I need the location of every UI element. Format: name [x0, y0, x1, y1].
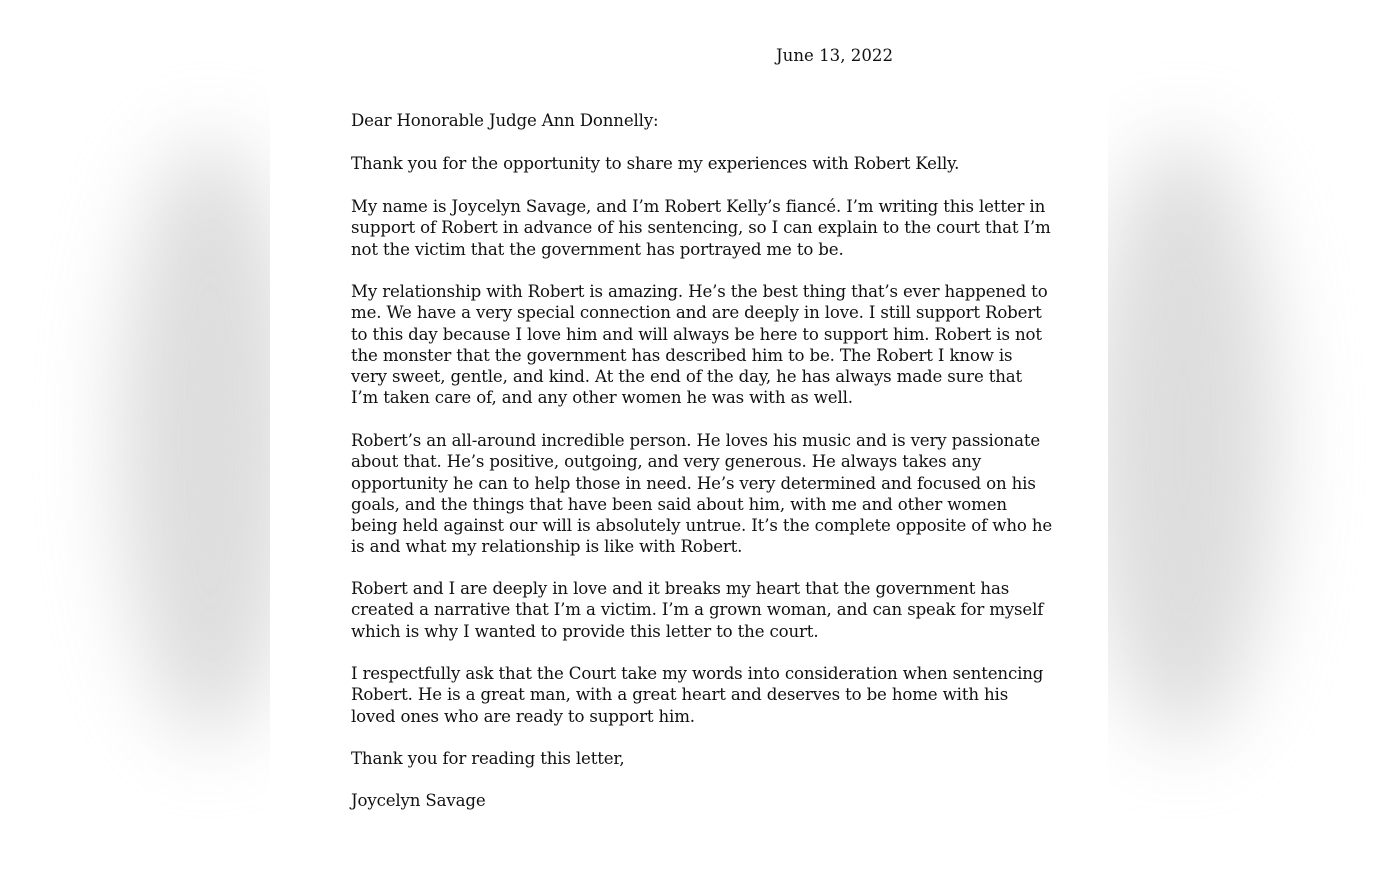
letter-page: [270, 0, 1108, 880]
closing: Thank you for reading this letter,: [351, 749, 625, 768]
paragraph-2: My name is Joycelyn Savage, and I’m Robert Kelly’s fiancé. I’m writing this letter in support of Robert in advance of his sentencing, so I can explain to the court that I’m not the victim that the government has portrayed me to be.: [351, 197, 1051, 259]
paragraph-4: Robert’s an all-around incredible person. He loves his music and is very passionate about that. He’s positive, outgoing, and very generous. He always takes any opportunity he can to help those in need. He’s very determined and focused on his goals, and the things that have been said about him, with me and other women being held against our will is absolutely untrue. It’s the complete opposite of who he is and what my relationship is like with Robert.: [351, 431, 1053, 557]
right-blurred-background: [1108, 0, 1380, 880]
paragraph-5: Robert and I are deeply in love and it breaks my heart that the government has created a narrative that I’m a victim. I’m a grown woman, and can speak for myself which is why I wanted to provide this letter to the court.: [351, 579, 1044, 641]
salutation: Dear Honorable Judge Ann Donnelly:: [351, 111, 659, 130]
signature: Joycelyn Savage: [351, 791, 486, 810]
left-blurred-background: [0, 0, 270, 880]
letter-date: June 13, 2022: [776, 46, 894, 65]
paragraph-3: My relationship with Robert is amazing. He’s the best thing that’s ever happened to me. We have a very special connection and are deeply in love. I still support Robert to this day because I love him and will always be here to support him. Robert is not the monster that the government has described him to be. The Robert I know is very sweet, gentle, and kind. At the end of the day, he has always made sure that I’m taken care of, and any other women he was with as well.: [351, 282, 1048, 408]
paragraph-1: Thank you for the opportunity to share my experiences with Robert Kelly.: [351, 154, 960, 173]
paragraph-6: I respectfully ask that the Court take my words into consideration when sentencing Robert. He is a great man, with a great heart and deserves to be home with his loved ones who are ready to support him.: [351, 664, 1044, 726]
